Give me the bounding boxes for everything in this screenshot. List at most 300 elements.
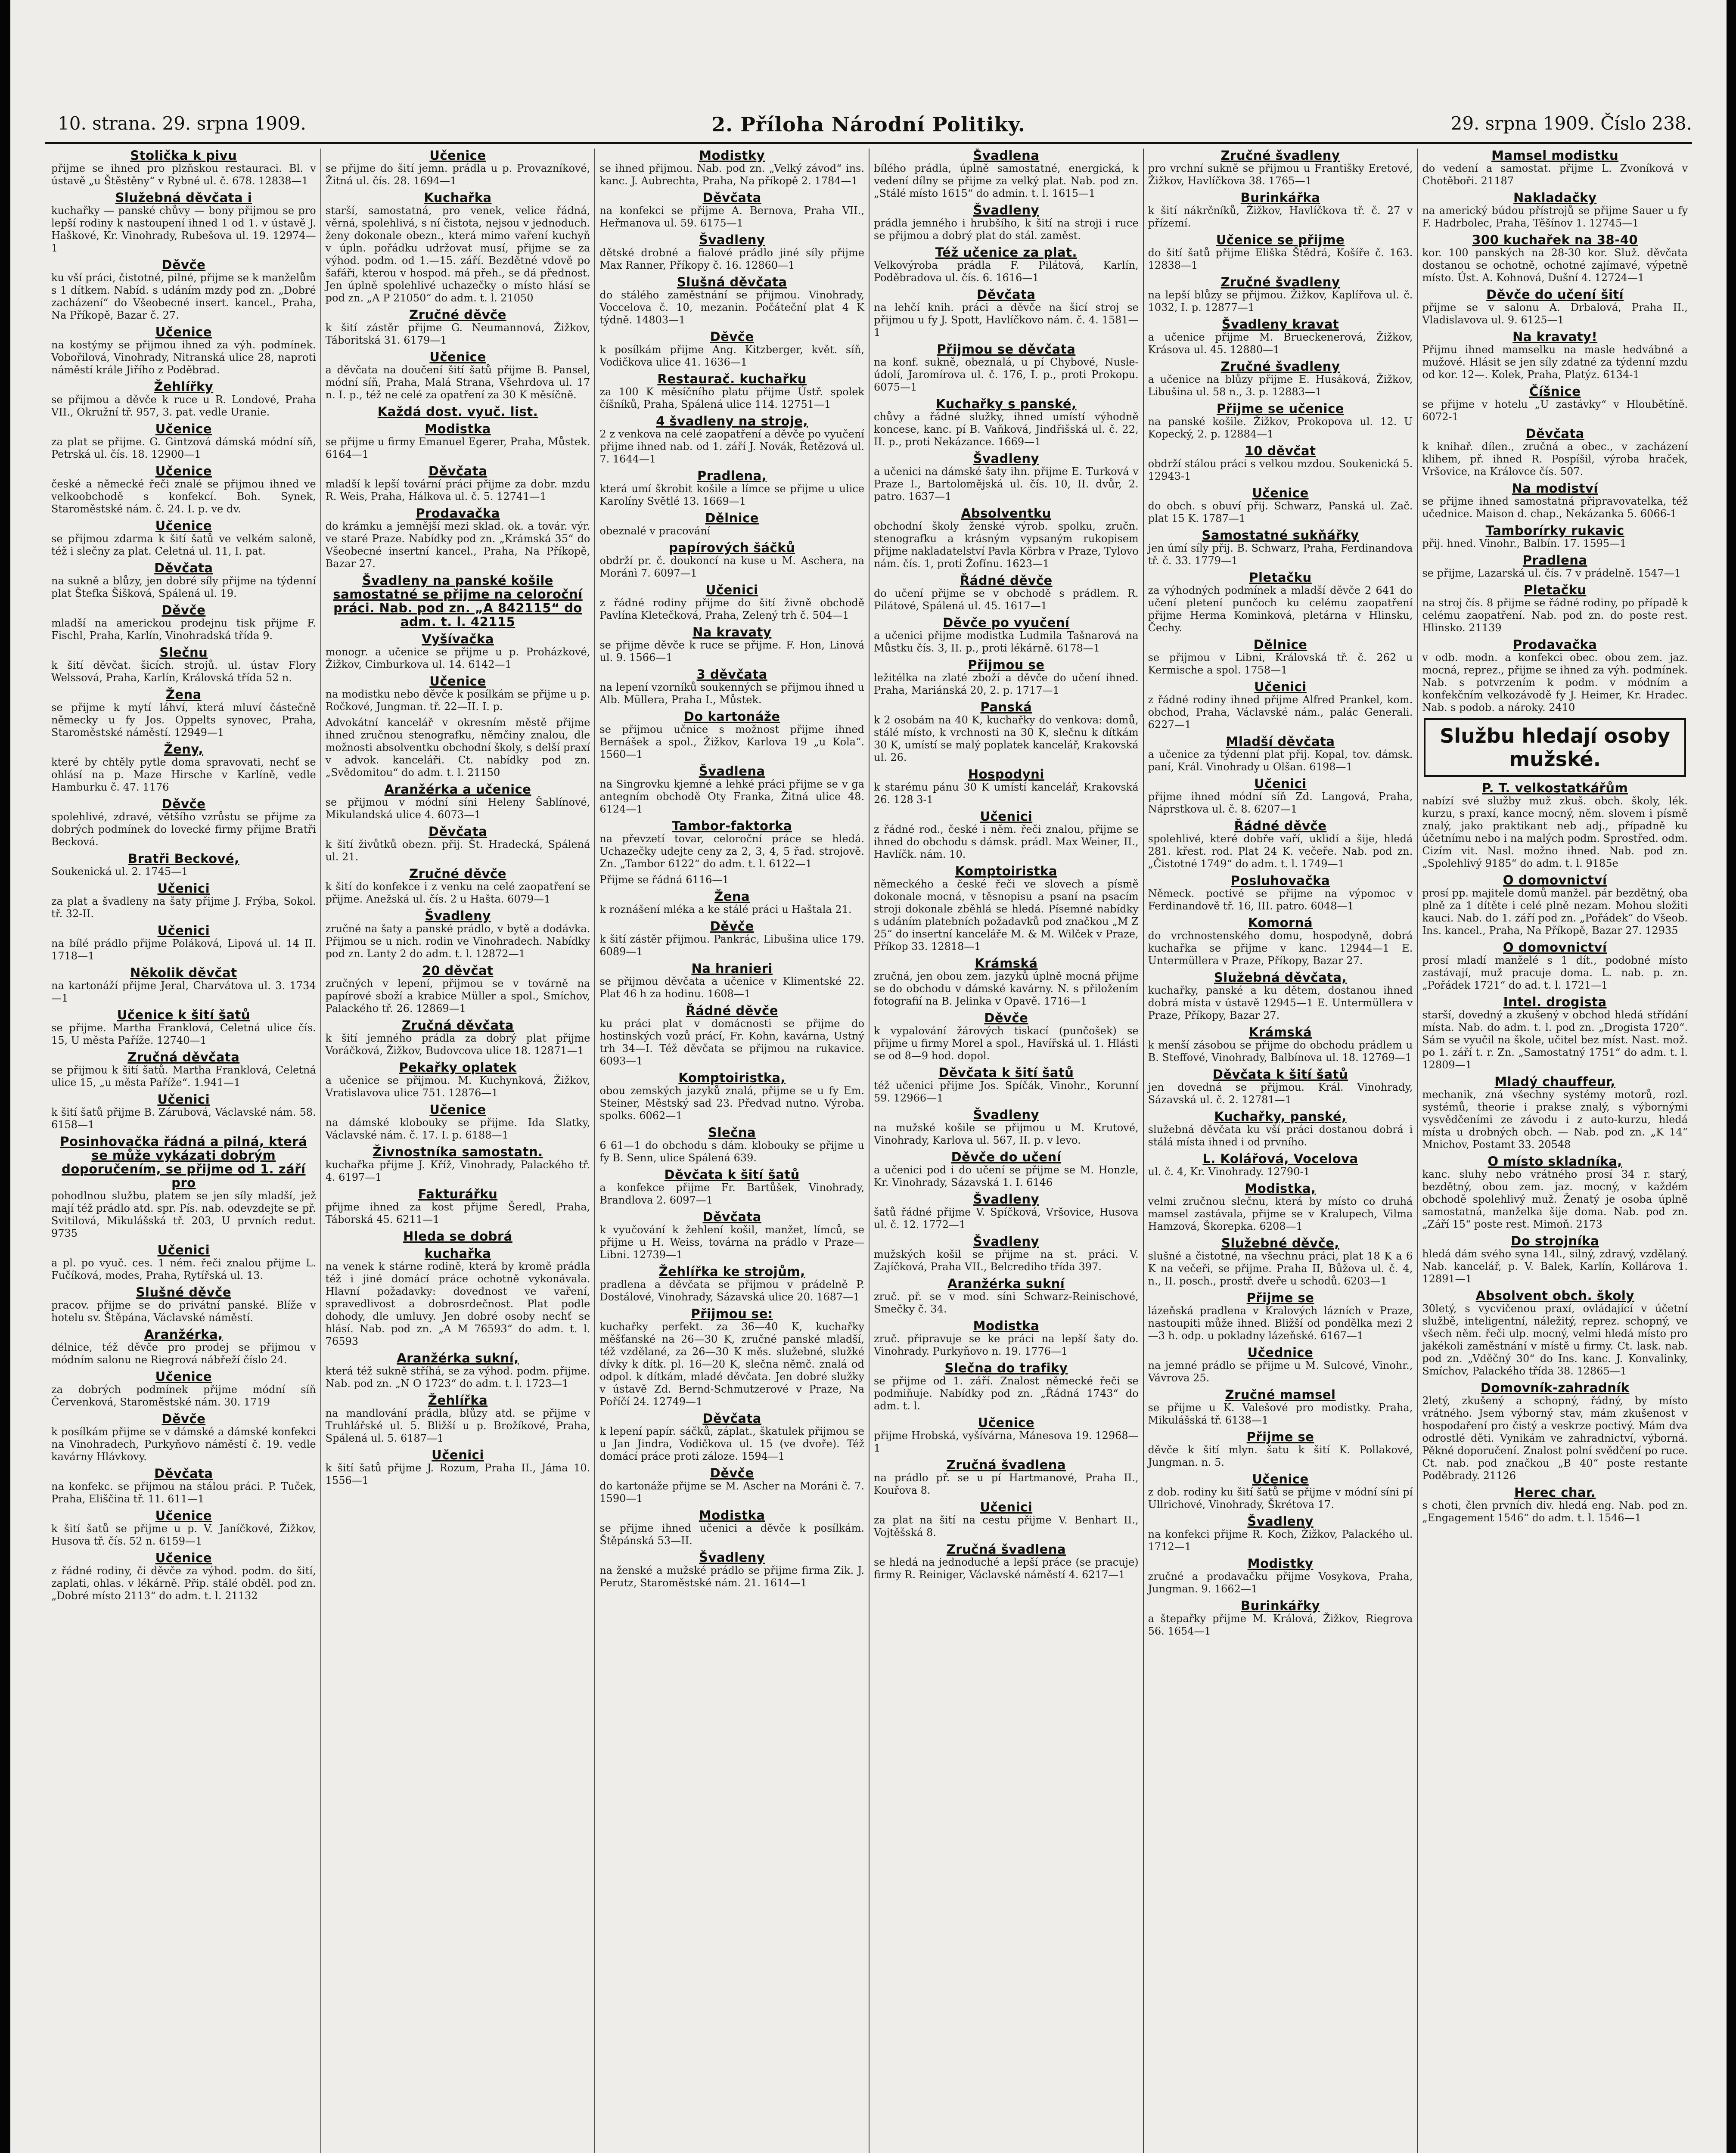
ad-body: starší, samostatná, pro venek, velice řádná, věrná, spolehlivá, s ní čistota, nejsou v jednoduch. ženy dokonale obezn., která mimo vaření kuchyň v úpln. pořádku udržovat musí, přijme se za výhod. podm. od 1.—15. září. Bezdětné vdově po šafáři, kterou v hospod. má přeh., se dá přednost. Jen úplně spolehlivé uchazečky o místo hlásí se pod zn. „A P 21050“ do adm. t. l. 21050	[325, 205, 590, 304]
ad-body: německého a české řeči ve slovech a písmě dokonale mocná, v těsnopisu a psaní na psacím stroji dokonale zběhlá se hledá. Písemné nabídky s udáním platebních požadavků pod značkou „M Z 25“ do insertní kanceláře M. & M. Wilček v Praze, Příkop 33. 12818—1	[874, 878, 1139, 952]
classified-ad	[874, 1319, 1139, 1358]
ad-heading: Vyšívačka	[422, 632, 494, 646]
ad-heading: Přijmou se:	[691, 1306, 773, 1321]
classified-ad	[1422, 873, 1688, 937]
ad-heading: kuchařka	[424, 1246, 491, 1261]
classified-ad	[51, 149, 316, 187]
ad-body: se hledá na jednoduché a lepší práce (se pracuje) firmy R. Reiniger, Václavské náměstí 4. 6217—1	[874, 1556, 1139, 1581]
classified-ad	[599, 1126, 864, 1164]
classified-ad	[599, 583, 864, 622]
ad-heading: Švadleny	[973, 1108, 1039, 1122]
ad-heading: Zručná švadlena	[946, 1458, 1066, 1472]
classified-ad	[874, 1066, 1139, 1104]
ad-heading: Učenici	[157, 923, 210, 938]
ad-heading: Aranžérka a učenice	[384, 782, 531, 797]
ad-body: k lepení papír. sáčků, záplat., škatulek přijmou se u Jan Jindra, Vodičkova ul. 15 (ve dvoře). Též domácí práce proti záloze. 1594—1	[599, 1425, 864, 1462]
ad-heading: Učenice	[155, 325, 212, 339]
ad-heading: O domovnictví	[1503, 873, 1607, 887]
classified-ad	[1148, 1472, 1413, 1511]
classified-ad	[874, 1192, 1139, 1231]
ad-heading: Na kravaty!	[1512, 329, 1598, 344]
ad-body: a učenice přijme M. Brueckenerová, Žižkov, Krásova ul. 45. 12880—1	[1148, 331, 1413, 356]
ad-body: mužských košil se přijme na st. práci. V. Zajíčková, Praha VII., Belcrediho třída 397.	[874, 1248, 1139, 1273]
ad-body: na kostýmy se přijmou ihned za výh. podmínek. Vobořilová, Vinohrady, Nitranská ulice 28, naproti náměstí krále Jiřího z Poděbrad.	[51, 339, 316, 376]
ad-body: Advokátní kancelář v okresním městě přijme ihned zručnou stenografku, němčiny znalou, dle možnosti absolventku obchodní školy, s delší praxí v advok. kanceláři. Ct. nabídky pod zn. „Svědomitou“ do adm. t. l. 21150	[325, 717, 590, 779]
ad-heading: Herec char.	[1514, 1485, 1596, 1500]
classified-ad	[1148, 528, 1413, 567]
classified-ad	[326, 674, 590, 713]
classified-ad	[326, 1393, 590, 1445]
classified-ad	[874, 810, 1139, 861]
ad-heading: Mladý chauffeur,	[1494, 1074, 1616, 1089]
ad-heading: Učenici	[157, 1243, 210, 1257]
ad-body: pro vrchní sukně se přijmou u Františky Eretové, Žižkov, Havlíčkova 38. 1765—1	[1148, 162, 1413, 187]
ad-heading: Aranžérka sukní,	[397, 1351, 519, 1365]
classified-ad	[326, 1018, 590, 1057]
ad-body: do kartonáže přijme se M. Ascher na Moráni č. 7. 1590—1	[599, 1480, 864, 1505]
ad-body: na mandlování prádla, blůzy atd. se přijme v Truhlářské ul. 5. Bližší u p. Brožíkové, Praha, Spálená ul. 5. 6187—1	[325, 1407, 590, 1444]
classified-ad	[1422, 149, 1688, 187]
classified-ad	[599, 469, 864, 508]
classified-ad	[1148, 402, 1413, 441]
ad-body: se přijme ihned samostatná připravovatelka, též učednice. Maison d. chap., Nekázanka 5. 6066-1	[1422, 495, 1688, 520]
classified-ad	[1148, 1557, 1413, 1595]
classified-ad	[599, 1265, 864, 1303]
ad-body: a učenici přijme modistka Ludmila Tašnarová na Můstku čís. 3, II. p., proti lékárně. 6178—1	[874, 630, 1139, 654]
ad-body: a konfekce přijme Fr. Bartůšek, Vinohrady, Brandlova 2. 6097—1	[599, 1182, 864, 1206]
ad-body: pracov. přijme se do privátní panské. Blíže v hotelu sv. Štěpána, Václavské náměstí.	[51, 1299, 316, 1324]
classified-ad	[599, 874, 864, 886]
ad-body: k šití nákrčníků, Žižkov, Havlíčkova tř. č. 27 v přízemí.	[1148, 205, 1413, 229]
ad-heading: Žehlířka	[428, 1393, 488, 1408]
ad-heading: Učenici	[157, 881, 210, 896]
ad-body: se přijme ihned učenici a děvče k posílkám. Štěpánská 53—II.	[599, 1522, 864, 1547]
classified-ad	[599, 414, 864, 465]
ad-heading: Děvčata	[154, 1466, 213, 1481]
ad-body: k šití šatů se přijme u p. V. Janíčkové, Žižkov, Husova tř. čís. 52 n. 6159—1	[51, 1523, 316, 1547]
ad-body: Německ. poctivé se přijme na výpomoc v Ferdinandově tř. 16, III. patro. 6048—1	[1148, 887, 1413, 912]
classified-ad	[1148, 1291, 1413, 1342]
ad-heading: Krámská	[975, 956, 1038, 971]
ad-body: přijme se ihned pro plzňskou restauraci. Bl. v ústavě „u Štěstěny“ v Rybné ul. č. 678. 12838—1	[51, 162, 316, 187]
ad-heading: Děvčata	[702, 190, 761, 205]
classified-ad	[326, 464, 590, 503]
ad-heading: Přijme se	[1246, 1430, 1314, 1444]
ad-heading: Přijme se	[1246, 1291, 1314, 1305]
ad-body: pradlena a děvčata se přijmou v prádelně P. Dostálové, Vinohrady, Sázavská ulice 20. 1687—1	[599, 1278, 864, 1303]
ad-heading: Přijme se učenice	[1217, 401, 1344, 416]
ad-body: a děvčata na doučení šití šatů přijme B. Pansel, módní síň, Praha, Malá Strana, Všehrdova ul. 17 n. I. p., též ne celé za opatření za 30 K měsíčně.	[325, 364, 590, 401]
ad-heading: Zručné švadleny	[1220, 275, 1340, 289]
classified-ad	[874, 1500, 1139, 1539]
ad-body: mladší na americkou prodejnu tisk přijme F. Fischl, Praha, Karlín, Vinohradská třída 9.	[51, 617, 316, 642]
classified-ad	[599, 962, 864, 1000]
ad-body: též učenici přijme Jos. Spíčák, Vinohr., Korunní 59. 12966—1	[874, 1080, 1139, 1104]
ad-heading: Děvče	[984, 1011, 1028, 1025]
ad-body: za plat na šití na cestu přijme V. Benhart II., Vojtěšská 8.	[874, 1514, 1139, 1539]
classified-ad	[1148, 1110, 1413, 1148]
classified-ad	[1422, 995, 1688, 1071]
classified-ad	[51, 519, 316, 558]
classified-ad	[51, 1092, 316, 1131]
ad-body: na Singrovku kjemné a lehké práci přijme se v ga antegním obchodě Oty Franka, Žitná ulice 48. 6124—1	[599, 778, 864, 815]
ad-heading: Do strojníka	[1511, 1234, 1599, 1248]
ad-heading: Přijmou se	[968, 658, 1045, 672]
ad-heading: Učenice	[429, 1102, 486, 1117]
ad-heading: Mladší děvčata	[1226, 734, 1335, 749]
ad-body: na panské košile. Žižkov, Prokopova ul. 12. U Kopecký, 2. p. 12884—1	[1148, 416, 1413, 440]
classified-ad	[51, 464, 316, 515]
ad-body: k vypalování žárových tiskací (punčošek) se přijme u firmy Morel a spol., Havířská ul. 1. Hlásti se od 8—9 hod. dopol.	[874, 1025, 1139, 1062]
classified-ad	[1422, 288, 1688, 326]
classified-ad	[1422, 1234, 1688, 1285]
classified-ad	[599, 764, 864, 816]
ad-body: z řádné rodiny přijme do šití živně obchodě Pavlína Kletečková, Praha, Zelený trh č. 504—1	[599, 597, 864, 621]
classified-ad	[1148, 680, 1413, 731]
ad-body: na lepší blůzy se přijmou. Žižkov, Kaplířova ul. č. 1032, I. p. 12877—1	[1148, 289, 1413, 313]
ad-body: se přijme děvče k ruce se přijme. F. Hon, Linová ul. 9. 1566—1	[599, 639, 864, 664]
classified-ad	[599, 1551, 864, 1589]
classified-ad	[326, 191, 590, 304]
ad-heading: Pradlena	[1522, 553, 1587, 568]
ad-heading: Fakturářku	[418, 1187, 498, 1201]
classified-ad	[599, 819, 864, 870]
ad-heading: Pletačku	[1523, 583, 1587, 597]
ad-body: k šití děvčat. šicích. strojů. ul. ústav Flory Welssová, Praha, Karlín, Královská třída 52 n.	[51, 659, 316, 684]
ad-heading: Učenici	[1254, 776, 1307, 791]
ad-body: přijme ihned módní síň Zd. Langová, Praha, Náprstkova ul. č. 8. 6207—1	[1148, 791, 1413, 815]
ad-heading: Děvčata	[1525, 426, 1584, 441]
ad-heading: Pradlena,	[697, 468, 767, 483]
ad-heading: Učenice	[155, 1369, 212, 1384]
ad-body: nabízí své služby muž zkuš. obch. školy, lék. kurzu, s praxí, kance mocný, něm. slovem i písmě znalý, jako praktikant neb adj., případně ku účetnímu nebo i na malých podm. Sprostřed. odm. Cizím vit. Nasl. možno ihned. Nab. pod zn. „Spolehlivý 9185“ do adm. t. l. 9185e	[1422, 795, 1688, 869]
classified-ad	[326, 964, 590, 1015]
ad-body: a učenici na dámské šaty ihn. přijme E. Turková v Praze I., Bartolomějská ul. čís. 10, II. dvůr, 2. patro. 1637—1	[874, 465, 1139, 503]
ad-heading: Děvčata	[702, 1411, 761, 1426]
header-publication-title: 2. Příloha Národní Politiky.	[711, 113, 1025, 136]
ad-body: se přijme u firmy Emanuel Egerer, Praha, Můstek. 6164—1	[325, 436, 590, 460]
classified-ad	[51, 966, 316, 1005]
ad-heading: Švadleny	[973, 1192, 1039, 1207]
classified-ad	[1422, 638, 1688, 714]
ad-heading: Pletačku	[1249, 570, 1312, 585]
classified-ad	[326, 149, 590, 187]
ad-heading: Zručná děvčata	[401, 1018, 514, 1033]
ad-body: a učenici pod i do učení se přijme se M. Honzle, Kr. Vinohrady, Sázavská 1. I. 6146	[874, 1164, 1139, 1188]
ad-body: prosí pp. majitele domů manžel. pár bezdětný, oba plně za 1 dítěte i celé plně nezam. Mohou složiti kauci. Nab. do 1. září pod zn. „Pořádek“ do Všeob. Ins. kancel., Praha, Na Příkopě, Bazar 27. 12935	[1422, 887, 1688, 937]
classified-ad	[51, 1285, 316, 1324]
ad-body: české a německé řeči znalé se přijmou ihned ve velkoobchodě s konfekcí. Boh. Synek, Staroměstské nám. č. 24. I. p. ve dv.	[51, 478, 316, 515]
ad-body: k šití zástěr přijmou. Pankrác, Libušina ulice 179. 6089—1	[599, 933, 864, 958]
ad-heading: Modistky	[1247, 1556, 1314, 1571]
ad-heading: O domovnictví	[1503, 940, 1607, 955]
ad-heading: Tambor-faktorka	[672, 819, 792, 833]
ad-body: slušné a čistotné, na všechnu práci, plat 18 K a 6 K na večeři, se přijme. Praha II, Bůžova ul. č. 4, n., II. posch., prostř. dveře u schodů. 6203—1	[1148, 1250, 1413, 1287]
ad-heading: Děvčata	[428, 464, 488, 478]
classified-ad	[599, 233, 864, 272]
ad-body: jen úmí síly přij. B. Schwarz, Praha, Ferdinandova tř. č. 33. 1779—1	[1148, 542, 1413, 567]
column-2	[321, 149, 596, 2153]
ad-heading: Učenice	[155, 1508, 212, 1523]
ad-body: Soukenická ul. 2. 1745—1	[51, 866, 188, 878]
ad-body: velmi zručnou slečnu, která by místo co druhá mamsel zastávala, přijme se v Kralupech, Vilma Hamzová, Škorepka. 6208—1	[1148, 1195, 1413, 1232]
ad-heading: 300 kuchařek na 38-40	[1472, 233, 1638, 247]
classified-ad	[599, 511, 864, 537]
classified-ad	[1148, 360, 1413, 398]
ad-heading: Učenice	[155, 1551, 212, 1565]
ad-body: šatů řádné přijme V. Spíčková, Vršovice, Husova ul. č. 12. 1772—1	[874, 1206, 1139, 1231]
classified-ad	[1148, 971, 1413, 1022]
ad-body: prosí mladí manželé s 1 dít., podobné místo zastávají, muž pracuje doma. L. nab. p. zn. „Pořádek 1721“ do ad. t. l. 1721—1	[1422, 954, 1688, 991]
classified-ad	[1422, 330, 1688, 381]
ad-body: a učenice na blůzy přijme E. Husáková, Žižkov, Libušina ul. 58 n., 3. p. 12883—1	[1148, 373, 1413, 398]
ad-body: kuchařky perfekt. za 36—40 K, kuchařky měšťanské na 26—30 K, zručné panské mladší, též vzdělané, za 26—30 K měs. služebné, služké dívky k dítk. pl. 16—20 K, slečna němč. znalá od odpol. k dítkám, mladé děvčata. Jen dobré služky v ústavě Zd. Bernd-Schmutzerové v Praze, Na Poříčí 24. 12749—1	[599, 1321, 864, 1408]
ad-body: zruč. př. se v mod. síni Schwarz-Reinischové, Smečky č. 34.	[874, 1291, 1139, 1315]
classified-ad	[874, 767, 1139, 806]
ad-body: na lepení vzorníků soukenných se přijmou ihned u Alb. Müllera, Praha I., Můstek.	[599, 681, 864, 706]
ad-heading: Prodavačka	[1513, 637, 1597, 652]
ad-body: se přijme k mytí láhví, která mluví částečně německy u fy Jos. Oppelts synovec, Praha, Staroměstské náměstí. 12949—1	[51, 701, 316, 738]
ad-heading: Učenice	[155, 422, 212, 436]
ad-heading: 3 děvčata	[696, 667, 767, 682]
classified-ad	[599, 890, 864, 916]
classified-ad	[51, 797, 316, 848]
ad-body: na modistku nebo děvče k posílkám se přijme u p. Ročkové, Jungman. tř. 22—II. I. p.	[325, 688, 590, 713]
classified-ad	[1422, 1289, 1688, 1377]
ad-heading: Děvčata k šití šatů	[938, 1065, 1074, 1080]
ad-body: ul. č. 4, Kr. Vinohrady. 12790-1	[1148, 1166, 1310, 1178]
ad-body: a učenice za týdenní plat přij. Kopal, tov. dámsk. paní, Král. Vinohrady u Olšan. 6198—1	[1148, 748, 1413, 773]
ad-heading: Děvče	[161, 1412, 206, 1426]
ad-heading: Učenice k šití šatů	[117, 1008, 250, 1022]
classified-ad	[1422, 427, 1688, 478]
classified-ad	[51, 561, 316, 600]
ad-body: mladší k lepší tovární práci přijme za dobr. mzdu R. Weis, Praha, Hálkova ul. č. 5. 12741—1	[325, 478, 590, 503]
ad-body: se ihned přijmou. Nab. pod zn. „Velký závod“ ins. kanc. J. Aubrechta, Praha, Na příkopě 2. 1784—1	[599, 162, 864, 187]
ad-heading: Švadlena	[973, 149, 1040, 163]
ad-body: se přijmou učnice s možnost přijme ihned Bernášek a spol., Žižkov, Karlova 19 „u Kola“. 1560—1	[599, 723, 864, 760]
ad-heading: Děvčata	[702, 1210, 761, 1224]
classified-ad	[1148, 486, 1413, 525]
ad-heading: Učenici	[157, 1092, 210, 1107]
ad-body: na dámské klobouky se přijme. Ida Slatky, Václavské nám. č. 17. I. p. 6188—1	[325, 1117, 590, 1141]
classified-ad	[874, 397, 1139, 448]
ad-body: zručné a prodavačku přijme Vosykova, Praha, Jungman. 9. 1662—1	[1148, 1570, 1413, 1595]
ad-heading: Děvčata k šití šatů	[1212, 1067, 1348, 1082]
classified-ad	[51, 1135, 316, 1240]
classified-ad	[1422, 583, 1688, 634]
ad-body: se přijmou k šití šatů. Martha Franklová, Celetná ulice 15, „u města Paříže“. 1.941—1	[51, 1064, 316, 1089]
ad-body: přijme Hrobská, vyšívárna, Mánesova 19. 12968—1	[874, 1430, 1139, 1454]
ad-heading: Panská	[980, 700, 1032, 714]
classified-ad	[1148, 638, 1413, 676]
classified-ad	[51, 325, 316, 376]
ad-body: na mužské košile se přijmou u M. Krutové, Vinohrady, Karlova ul. 567, II. p. v levo.	[874, 1122, 1139, 1146]
ad-heading: Prodavačka	[416, 506, 500, 521]
ad-body: služebná děvčata ku vší práci dostanou dobrá i stálá místa ihned i od prvního.	[1148, 1123, 1413, 1148]
ad-body: která též sukně stříhá, se za výhod. podm. přijme. Nab. pod zn. „N O 1723“ do adm. t. l. 1723—1	[325, 1365, 590, 1390]
classified-ad	[599, 330, 864, 369]
ad-body: se přijmou v módní síni Heleny Šablínové, Mikulandská ulice 4. 6073—1	[325, 796, 590, 821]
ad-body: za 100 K měsíčního platu přijme Ústř. spolek číšníků, Praha, Spálená ulice 114. 12751—1	[599, 386, 864, 410]
classified-ad	[51, 1467, 316, 1505]
ad-heading: Učenice	[978, 1415, 1034, 1430]
classified-ad	[874, 1458, 1139, 1497]
ad-heading: Pekařky oplatek	[399, 1060, 517, 1075]
classified-ad	[326, 1145, 590, 1184]
classified-ad	[599, 1168, 864, 1207]
ad-heading: Švadleny	[699, 233, 765, 247]
header-date-issue: 29. srpna 1909. Číslo 238.	[1450, 113, 1692, 134]
ad-body: k starému pánu 30 K umístí kancelář, Krakovská 26. 128 3-1	[874, 781, 1139, 806]
ad-heading: Děvče	[161, 603, 206, 617]
classified-ad	[1148, 1182, 1413, 1233]
classified-ad	[326, 574, 590, 629]
ad-heading: Komptoiristka	[955, 864, 1057, 878]
classified-ad	[1148, 874, 1413, 912]
classified-ad	[874, 245, 1139, 284]
classified-ad	[1422, 940, 1688, 992]
classified-ad	[51, 1551, 316, 1602]
ad-body: na konfekci přijme R. Koch, Žižkov, Palackého ul. 1712—1	[1148, 1528, 1413, 1553]
ad-heading: Švadlena	[699, 764, 765, 779]
ad-body: na převzetí tovar, celoroční práce se hledá. Uchazečky udejte ceny za 2, 3, 4, 5 řad. strojově. Zn. „Tambor 6122“ do adm. t. l. 6122—1	[599, 833, 864, 870]
ad-body: přijme se v salonu A. Drbalová, Praha II., Vladislavova ul. 9. 6125—1	[1422, 301, 1688, 326]
ad-heading: Ženy,	[164, 742, 204, 757]
classified-ad	[1422, 1381, 1688, 1482]
ad-heading: Hleda se dobrá	[403, 1229, 512, 1244]
classified-ad	[51, 852, 316, 878]
ad-heading: Žena	[165, 687, 202, 702]
ad-body: k šití živůtků obezn. přij. Št. Hradecká, Spálená ul. 21.	[325, 838, 590, 863]
classified-ad	[874, 1150, 1139, 1189]
classified-ad	[51, 1328, 316, 1366]
classified-ad	[599, 1466, 864, 1505]
ad-heading: Švadleny	[973, 1234, 1039, 1249]
classified-ad	[874, 1542, 1139, 1581]
classified-ad	[1422, 1154, 1688, 1231]
ad-heading: Učenice	[429, 674, 486, 689]
classified-ad	[599, 625, 864, 664]
ad-body: 2 z venkova na celé zaopatření a děvče po vyučení přijme ihned nab. od 1. září J. Novák, Řetězová ul. 7. 1644—1	[599, 428, 864, 465]
classified-ad	[326, 825, 590, 863]
ad-body: spolehlivé, zdravé, většího vzrůstu se přijme za dobrých podmínek do lovecké firmy přijme Bratři Becková.	[51, 811, 316, 848]
ad-heading: Živnostníka samostatn.	[373, 1145, 543, 1159]
ad-body: bílého prádla, úplně samostatné, energická, k vedení dílny se přijme za velký plat. Nab. pod zn. „Stálé místo 1615“ do admin. t. l. 1615—1	[874, 162, 1139, 199]
ad-body: z řádné rod., české i něm. řeči znalou, přijme se ihned do obchodu s dámsk. prádl. Max Weiner, II., Havlíčk. nám. 10.	[874, 823, 1139, 860]
ad-heading: Komorná	[1248, 915, 1313, 930]
ad-body: k šití do konfekce i z venku na celé zaopatření se přijme. Anežská ul. čís. 2 u Hašta. 6079—1	[325, 881, 590, 905]
ad-heading: Švadleny	[699, 1550, 765, 1565]
classified-ad	[1148, 317, 1413, 356]
ad-body: k knihař. dílen., zručná a obec., v zacházení klihem, př. ihned R. Pospíšil, výroba hraček, Vršovice, na Královce čís. 507.	[1422, 441, 1688, 478]
ad-body: děvče k šití mlyn. šatu k šití K. Pollakové, Jungman. n. 5.	[1148, 1444, 1413, 1468]
ad-body: dětské drobné a fialové prádlo jiné síly přijme Max Ranner, Příkopy č. 16. 12860—1	[599, 247, 864, 271]
classified-ad	[51, 1370, 316, 1408]
classified-ad	[1148, 191, 1413, 230]
classified-ad	[1148, 444, 1413, 483]
ad-heading: Absolventku	[961, 506, 1051, 521]
ad-body: která umí škrobit košile a límce se přijme u ulice Karolíny Světlé 13. 1669—1	[599, 483, 864, 507]
classified-ad	[874, 1361, 1139, 1412]
ad-heading: Modistky	[699, 149, 765, 163]
ad-body: 6 61—1 do obchodu s dám. klobouky se přijme u fy B. Senn, ulice Spálená 639.	[599, 1139, 864, 1164]
classified-ad	[326, 1448, 590, 1487]
ad-body: za výhodných podmínek a mladší děvče 2 641 do učení pletení punčoch ku celému zaopatření přijme Herma Kominková, pletárna v Hlinsku, Čechy.	[1148, 584, 1413, 634]
classified-ad	[1148, 1514, 1413, 1553]
page-header	[45, 113, 1692, 137]
ad-body: pohodlnou službu, platem se jen síly mladší, jež mají též prádlo atd. spr. Pís. nab. odevzdejte se př. Svitilová, Mikulášská tř. 203, U prvních redut. 9735	[51, 1190, 316, 1239]
column-3	[595, 149, 870, 2153]
ad-body: Přijme se řádná 6116—1	[599, 874, 729, 886]
ad-body: do učení přijme se v obchodě s prádlem. R. Pilátové, Spálená ul. 45. 1617—1	[874, 587, 1139, 612]
ad-body: v odb. modn. a konfekci obec. obou zem. jaz. mocná, reprez., přijme se ihned za výh. podmínek. Nab. s potvrzením k podm. v módním a konfekčním velkozávodě fy J. Heimer, Kr. Hradec. Nab. s podob. a nároky. 2410	[1422, 651, 1688, 714]
ad-heading: Modistka	[699, 1508, 765, 1523]
ad-heading: Švadleny	[973, 451, 1039, 466]
ad-body: Velkovýroba prádla F. Pilátová, Karlín, Poděbradova ul. čís. 6. 1616—1	[874, 259, 1139, 284]
classified-ad	[874, 1011, 1139, 1062]
ad-body: do stálého zaměstnání se přijmou. Vinohrady, Voccelova č. 10, mezanin. Počáteční plat 4 K týdně. 14803—1	[599, 289, 864, 326]
ad-heading: Tamborírky rukavic	[1485, 523, 1624, 538]
ad-body: na kartonáží přijme Jeral, Charvátova ul. 3. 1734—1	[51, 980, 316, 1004]
ad-heading: 4 švadleny na stroje,	[656, 414, 808, 428]
ad-body: do vedení a samostat. přijme L. Zvoníková v Chotěboři. 21187	[1422, 162, 1688, 187]
ad-body: zruč. připravuje se ke práci na lepší šaty do. Vinohrady. Purkyňovo n. 19. 1776—1	[874, 1333, 1139, 1357]
ad-heading: Učenice	[155, 518, 212, 533]
ad-body: ku vší práci, čistotné, pilné, přijme se k manželům s 1 dítkem. Nabíd. s udáním mzdy pod zn. „Dobré zacházení“ do Všeobecné insert. kancel., Praha, Na Příkopě, Bazar č. 27.	[51, 272, 316, 321]
classified-ad	[874, 288, 1139, 339]
classified-ad	[599, 149, 864, 187]
ad-heading: papírových šáčků	[669, 540, 795, 555]
classified-ad	[51, 742, 316, 794]
classified-ad	[1422, 233, 1688, 284]
ad-body: k šití šatů přijme B. Zárubová, Václavské nám. 58. 6158—1	[51, 1106, 316, 1131]
ad-body: obchodní školy ženské výrob. spolku, zručn. stenografku a krásným vypsaným rukopisem přijme nakladatelství Pavla Körbra v Praze, Tylovo nám. čís. 1, proti Žofínu. 1623—1	[874, 520, 1139, 570]
ad-heading: Děvčata k šití šatů	[664, 1167, 800, 1182]
ad-heading: Domovník-zahradník	[1480, 1381, 1630, 1395]
classified-ad	[326, 506, 590, 570]
ad-body: zručná, jen obou zem. jazyků úplně mocná přijme se do obchodu v dámské kavárny. N. s přiložením fotografií na B. Jelinka v Opavě. 1716—1	[874, 970, 1139, 1007]
classified-ad	[326, 1247, 590, 1348]
classified-ad	[326, 1061, 590, 1099]
column-6	[1418, 149, 1692, 2153]
classified-ad	[599, 1508, 864, 1547]
ad-heading: Řádné děvče	[960, 573, 1053, 588]
ad-body: na sukně a blůzy, jen dobré síly přijme na týdenní plat Štefka Šišková, Spálená ul. 19.	[51, 575, 316, 599]
classified-ad	[1148, 735, 1413, 773]
ad-heading: Švadleny kravat	[1221, 317, 1339, 332]
ad-body: 30letý, s vycvičenou praxí, ovládající v účetní službě, inteligentní, náležitý, reprez. schopný, ve všech něm. řeči ulp. mocný, velmi hledá místo pro jakékoli zaměstnání v místě u firmy. Ct. lask. nab. pod zn. „Vděčný 30“ do Ins. kanc. J. Konvalinky, Smíchov, Palackého třída 38. 12865—1	[1422, 1303, 1688, 1377]
ad-heading: Hospodyni	[968, 767, 1044, 782]
classified-ad	[1422, 524, 1688, 550]
ad-heading: O místo skladníka,	[1488, 1154, 1622, 1169]
ad-body: do vrchnostenského domu, hospodyně, dobrá kuchařka se přijme v kanc. 12944—1 E. Untermüllera v Praze, Příkopy, Bazar 27.	[1148, 930, 1413, 967]
ad-heading: Absolvent obch. školy	[1475, 1288, 1634, 1303]
ad-body: se přijmou a děvče k ruce u R. Londové, Praha VII., Okružní tř. 957, 3. pat. vedle Uranie.	[51, 394, 316, 418]
classified-ad	[326, 405, 590, 419]
ad-heading: Zručné děvče	[409, 307, 506, 322]
ad-body: do obch. s obuví přij. Schwarz, Panská ul. Zač. plat 15 K. 1787—1	[1148, 500, 1413, 524]
classified-ad	[1148, 916, 1413, 967]
classified-ad	[1148, 233, 1413, 272]
ad-body: na prádlo př. se u pí Hartmanové, Praha II., Kouřova 8.	[874, 1472, 1139, 1496]
ad-heading: Učenici	[980, 809, 1033, 824]
ad-heading: Dělnice	[1253, 637, 1307, 652]
ad-heading: Do kartonáže	[683, 709, 780, 724]
ad-body: kor. 100 panských na 28-30 kor. Služ. děvčata dostanou se ochotně, ochotné zajímavé, výpetně místo. Úst. A. Kohnová, Dušní 4. 12724—1	[1422, 247, 1688, 284]
classified-ad	[51, 881, 316, 920]
ad-body: na bílé prádlo přijme Poláková, Lipová ul. 14 II. 1718—1	[51, 937, 316, 962]
